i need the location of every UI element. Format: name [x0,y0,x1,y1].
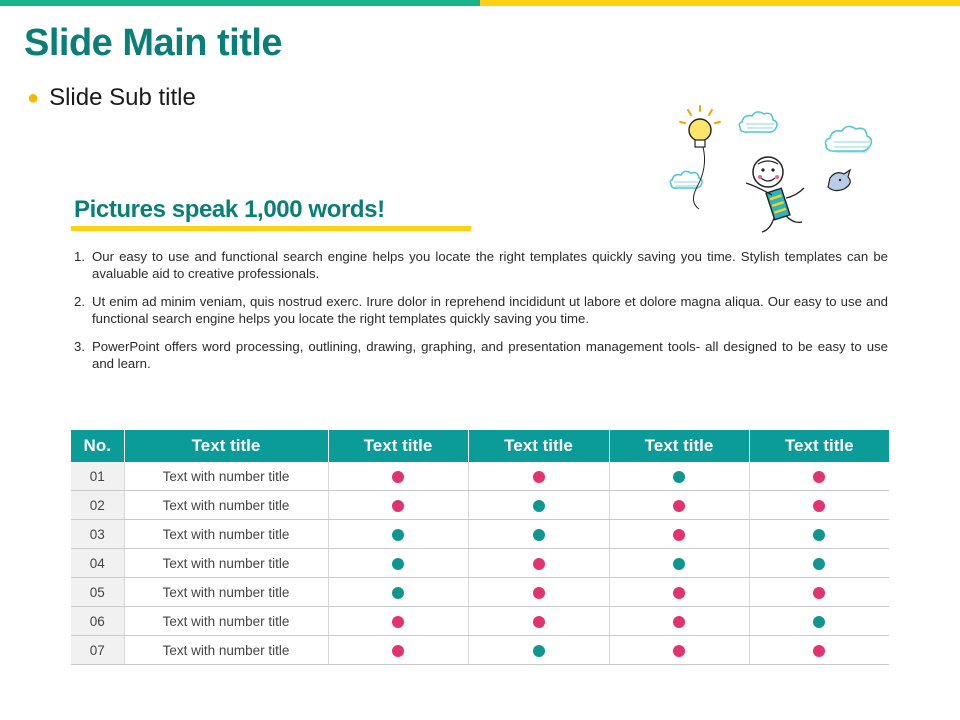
status-cell [749,491,889,520]
table-row [71,462,889,491]
pink-dot-icon [673,500,685,512]
row-label-cell: Text with number title [124,491,328,520]
teal-dot-icon [813,616,825,628]
status-cell [468,462,609,491]
status-cell [328,462,468,491]
status-cell [609,607,749,636]
column-header: Text title [124,430,328,462]
list-item-number: 1. [74,249,85,264]
status-cell [749,636,889,665]
status-cell [468,491,609,520]
subtitle-text: Slide Sub title [49,84,196,111]
pink-dot-icon [673,616,685,628]
status-cell [328,549,468,578]
list-item-number: 2. [74,294,85,309]
teal-dot-icon [813,529,825,541]
teal-dot-icon [392,558,404,570]
row-number-cell: 03 [71,520,124,549]
table-row [71,549,889,578]
status-cell [609,520,749,549]
status-cell [468,549,609,578]
pink-dot-icon [392,500,404,512]
pink-dot-icon [533,616,545,628]
top-accent-bar-yellow [480,0,960,6]
column-header: Text title [609,430,749,462]
status-cell [749,607,889,636]
status-cell [749,578,889,607]
status-cell [609,549,749,578]
table-header-row [71,430,889,462]
row-label-cell: Text with number title [124,636,328,665]
row-label-cell: Text with number title [124,520,328,549]
teal-dot-icon [533,645,545,657]
pink-dot-icon [813,645,825,657]
status-cell [749,520,889,549]
table-row [71,607,889,636]
status-cell [609,578,749,607]
pink-dot-icon [533,471,545,483]
pink-dot-icon [392,645,404,657]
table-row [71,578,889,607]
page-title: Slide Main title [24,22,283,64]
row-number-cell: 04 [71,549,124,578]
status-cell [328,607,468,636]
status-cell [328,520,468,549]
teal-dot-icon [392,587,404,599]
list-item [74,293,888,327]
table-row [71,520,889,549]
teal-dot-icon [533,529,545,541]
row-label-cell: Text with number title [124,578,328,607]
kid-with-lightbulb-balloon-icon [662,100,894,250]
pink-dot-icon [813,587,825,599]
row-label-cell: Text with number title [124,549,328,578]
pink-dot-icon [673,529,685,541]
row-number-cell: 02 [71,491,124,520]
list-item-text: PowerPoint offers word processing, outlining, drawing, graphing, and presentation management tools- all designed to be easy to use and learn. [92,339,888,371]
status-cell [749,462,889,491]
list-item-number: 3. [74,339,85,354]
status-cell [468,636,609,665]
pink-dot-icon [673,645,685,657]
row-number-cell: 01 [71,462,124,491]
pink-dot-icon [533,587,545,599]
row-number-cell: 05 [71,578,124,607]
data-table [71,430,889,665]
row-label-cell: Text with number title [124,607,328,636]
pink-dot-icon [392,616,404,628]
teal-dot-icon [673,558,685,570]
status-cell [609,636,749,665]
status-cell [328,578,468,607]
column-header-no: No. [71,430,124,462]
pink-dot-icon [813,471,825,483]
status-cell [468,578,609,607]
page-subtitle [27,84,196,112]
pink-dot-icon [533,558,545,570]
status-cell [328,491,468,520]
table-row [71,491,889,520]
teal-dot-icon [813,558,825,570]
row-number-cell: 07 [71,636,124,665]
teal-dot-icon [673,471,685,483]
status-cell [609,491,749,520]
list-item [74,338,888,372]
status-cell [749,549,889,578]
numbered-list [74,248,888,383]
pink-dot-icon [813,500,825,512]
status-cell [609,462,749,491]
section-title: Pictures speak 1,000 words! [74,196,385,223]
column-header: Text title [468,430,609,462]
list-item-text: Ut enim ad minim veniam, quis nostrud exerc. Irure dolor in reprehend incididunt ut labore et dolore magna aliqua. Our easy to use and functional search engine helps you locate the right templates quickly saving you time. [92,294,888,326]
row-number-cell: 06 [71,607,124,636]
status-cell [328,636,468,665]
top-accent-bar-green [0,0,480,6]
bullet-icon: ● [27,86,40,109]
column-header: Text title [328,430,468,462]
pink-dot-icon [392,471,404,483]
section-underline [71,226,471,231]
status-cell [468,607,609,636]
row-label-cell: Text with number title [124,462,328,491]
list-item-text: Our easy to use and functional search engine helps you locate the right templates quickly saving you time. Stylish templates can be avaluable aid to creative professionals. [92,249,888,281]
teal-dot-icon [533,500,545,512]
status-cell [468,520,609,549]
table-row [71,636,889,665]
list-item [74,248,888,282]
column-header: Text title [749,430,889,462]
teal-dot-icon [392,529,404,541]
pink-dot-icon [673,587,685,599]
table-body [71,462,889,665]
